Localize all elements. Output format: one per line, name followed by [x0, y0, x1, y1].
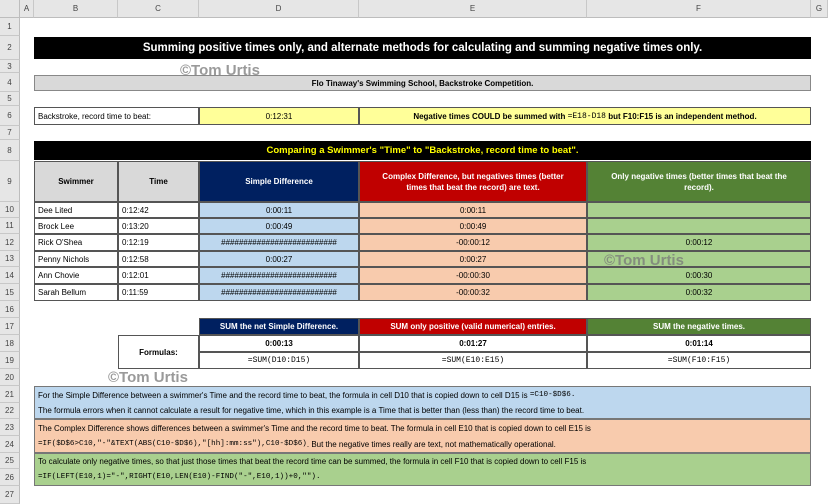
page-subtitle: Flo Tinaway's Swimming School, Backstroke Competition. — [34, 75, 811, 91]
negative-time-cell[interactable] — [587, 218, 811, 234]
select-all-corner[interactable] — [0, 0, 20, 18]
record-note-prefix: Negative times COULD be summed with — [413, 111, 568, 121]
header-swimmer[interactable]: Swimmer — [34, 161, 118, 202]
row-header-12[interactable]: 12 — [0, 234, 20, 251]
swimmer-name[interactable]: Dee Lited — [34, 202, 118, 218]
negative-time-cell[interactable]: 0:00:12 — [587, 234, 811, 251]
row-header-4[interactable]: 4 — [0, 73, 20, 92]
row-header-22[interactable]: 22 — [0, 403, 20, 419]
sum-complex-formula[interactable]: =SUM(E10:E15) — [359, 352, 587, 369]
swimmer-name[interactable]: Sarah Bellum — [34, 284, 118, 301]
negative-time-cell[interactable]: 0:00:32 — [587, 284, 811, 301]
complex-difference-cell[interactable]: 0:00:11 — [359, 202, 587, 218]
note-complex-line-1[interactable]: The Complex Difference shows differences between a swimmer's Time and the record time to beat. The formula in cell E10 that is copied down to cell E15 is — [34, 419, 811, 436]
complex-difference-cell[interactable]: 0:00:27 — [359, 251, 587, 267]
row-header-18[interactable]: 18 — [0, 335, 20, 352]
record-note-suffix: but F10:F15 is an independent method. — [605, 111, 757, 121]
row-header-19[interactable]: 19 — [0, 352, 20, 369]
row-header-21[interactable]: 21 — [0, 386, 20, 403]
note-complex-formula: =IF($D$6>C10,"-"&TEXT(ABS(C10-$D$6),"[hh]:mm:ss"),C10-$D$6) — [38, 440, 307, 448]
row-header-2[interactable]: 2 — [0, 36, 20, 60]
row-header-15[interactable]: 15 — [0, 284, 20, 301]
simple-difference-cell[interactable]: ########################## — [199, 284, 359, 301]
column-header-a[interactable]: A — [20, 0, 34, 18]
column-header-d[interactable]: D — [199, 0, 359, 18]
note-negative-formula: =IF(LEFT(E10,1)="-",RIGHT(E10,LEN(E10)-FIND("-",E10,1))+0,""). — [38, 473, 321, 481]
row-header-16[interactable]: 16 — [0, 301, 20, 318]
watermark-top: ©Tom Urtis — [180, 62, 260, 79]
row-header-5[interactable]: 5 — [0, 92, 20, 106]
row-header-23[interactable]: 23 — [0, 419, 20, 436]
row-header-9[interactable]: 9 — [0, 161, 20, 202]
sum-negative-value[interactable]: 0:01:14 — [587, 335, 811, 352]
complex-difference-cell[interactable]: -00:00:32 — [359, 284, 587, 301]
swimmer-name[interactable]: Penny Nichols — [34, 251, 118, 267]
sum-complex-header[interactable]: SUM only positive (valid numerical) entries. — [359, 318, 587, 335]
note-negative-line-1[interactable]: To calculate only negative times, so that just those times that beat the record time can be summed, the formula in cell F10 that is copied down to cell F15 is — [34, 453, 811, 469]
sum-negative-formula[interactable]: =SUM(F10:F15) — [587, 352, 811, 369]
negative-time-cell[interactable] — [587, 202, 811, 218]
page-title: Summing positive times only, and alternate methods for calculating and summing negative times only. — [34, 37, 811, 59]
note-complex-text: . But the negative times really are text, not mathematically operational. — [306, 439, 556, 449]
simple-difference-cell[interactable]: 0:00:27 — [199, 251, 359, 267]
swimmer-time[interactable]: 0:13:20 — [118, 218, 199, 234]
complex-difference-cell[interactable]: -00:00:12 — [359, 234, 587, 251]
record-label[interactable]: Backstroke, record time to beat: — [34, 107, 199, 125]
sum-simple-formula[interactable]: =SUM(D10:D15) — [199, 352, 359, 369]
simple-difference-cell[interactable]: 0:00:49 — [199, 218, 359, 234]
record-time-cell[interactable]: 0:12:31 — [199, 107, 359, 125]
header-simple-difference[interactable]: Simple Difference — [199, 161, 359, 202]
note-complex-line-2[interactable] — [34, 436, 811, 453]
complex-difference-cell[interactable]: 0:00:49 — [359, 218, 587, 234]
column-header-b[interactable]: B — [34, 0, 118, 18]
row-header-7[interactable]: 7 — [0, 126, 20, 140]
row-header-10[interactable]: 10 — [0, 202, 20, 218]
note-simple-text: For the Simple Difference between a swimmer's Time and the record time to beat, the formula in cell D10 that is copied down to cell D15 is — [38, 390, 530, 400]
sum-simple-value[interactable]: 0:00:13 — [199, 335, 359, 352]
row-header-3[interactable]: 3 — [0, 60, 20, 73]
row-header-14[interactable]: 14 — [0, 267, 20, 284]
note-negative-line-2[interactable] — [34, 469, 811, 486]
sum-complex-value[interactable]: 0:01:27 — [359, 335, 587, 352]
column-header-g[interactable]: G — [811, 0, 828, 18]
row-header-20[interactable]: 20 — [0, 369, 20, 386]
sum-simple-header[interactable]: SUM the net Simple Difference. — [199, 318, 359, 335]
row-header-24[interactable]: 24 — [0, 436, 20, 453]
complex-difference-cell[interactable]: -00:00:30 — [359, 267, 587, 284]
note-simple-line-2[interactable]: The formula errors when it cannot calculate a result for negative time, which in this example is a Time that is better than (less than) the record time to beat. — [34, 403, 811, 419]
row-header-13[interactable]: 13 — [0, 251, 20, 267]
header-complex-difference[interactable]: Complex Difference, but negatives times (better times that beat the record) are text. — [359, 161, 587, 202]
record-note-formula: =E18-D18 — [567, 111, 606, 121]
swimmer-time[interactable]: 0:12:42 — [118, 202, 199, 218]
swimmer-time[interactable]: 0:11:59 — [118, 284, 199, 301]
row-header-27[interactable]: 27 — [0, 486, 20, 504]
simple-difference-cell[interactable]: ########################## — [199, 234, 359, 251]
record-note[interactable] — [359, 107, 811, 125]
swimmer-time[interactable]: 0:12:01 — [118, 267, 199, 284]
column-header-c[interactable]: C — [118, 0, 199, 18]
watermark-middle: ©Tom Urtis — [604, 252, 684, 269]
row-header-6[interactable]: 6 — [0, 106, 20, 126]
row-header-25[interactable]: 25 — [0, 453, 20, 469]
row-header-8[interactable]: 8 — [0, 140, 20, 161]
note-simple-formula: =C10-$D$6. — [529, 391, 576, 399]
simple-difference-cell[interactable]: ########################## — [199, 267, 359, 284]
column-header-f[interactable]: F — [587, 0, 811, 18]
row-header-26[interactable]: 26 — [0, 469, 20, 486]
negative-time-cell[interactable]: 0:00:30 — [587, 267, 811, 284]
section-title: Comparing a Swimmer's "Time" to "Backstroke, record time to beat". — [34, 141, 811, 160]
watermark-bottom: ©Tom Urtis — [108, 369, 188, 386]
sum-negative-header[interactable]: SUM the negative times. — [587, 318, 811, 335]
column-header-e[interactable]: E — [359, 0, 587, 18]
row-header-17[interactable]: 17 — [0, 318, 20, 335]
header-time[interactable]: Time — [118, 161, 199, 202]
formulas-label[interactable]: Formulas: — [118, 335, 199, 369]
header-only-negative[interactable]: Only negative times (better times that beat the record). — [587, 161, 811, 202]
row-header-1[interactable]: 1 — [0, 18, 20, 36]
swimmer-time[interactable]: 0:12:19 — [118, 234, 199, 251]
swimmer-name[interactable]: Ann Chovie — [34, 267, 118, 284]
row-header-11[interactable]: 11 — [0, 218, 20, 234]
note-simple-line-1[interactable] — [34, 386, 811, 403]
swimmer-name[interactable]: Rick O'Shea — [34, 234, 118, 251]
simple-difference-cell[interactable]: 0:00:11 — [199, 202, 359, 218]
swimmer-name[interactable]: Brock Lee — [34, 218, 118, 234]
swimmer-time[interactable]: 0:12:58 — [118, 251, 199, 267]
